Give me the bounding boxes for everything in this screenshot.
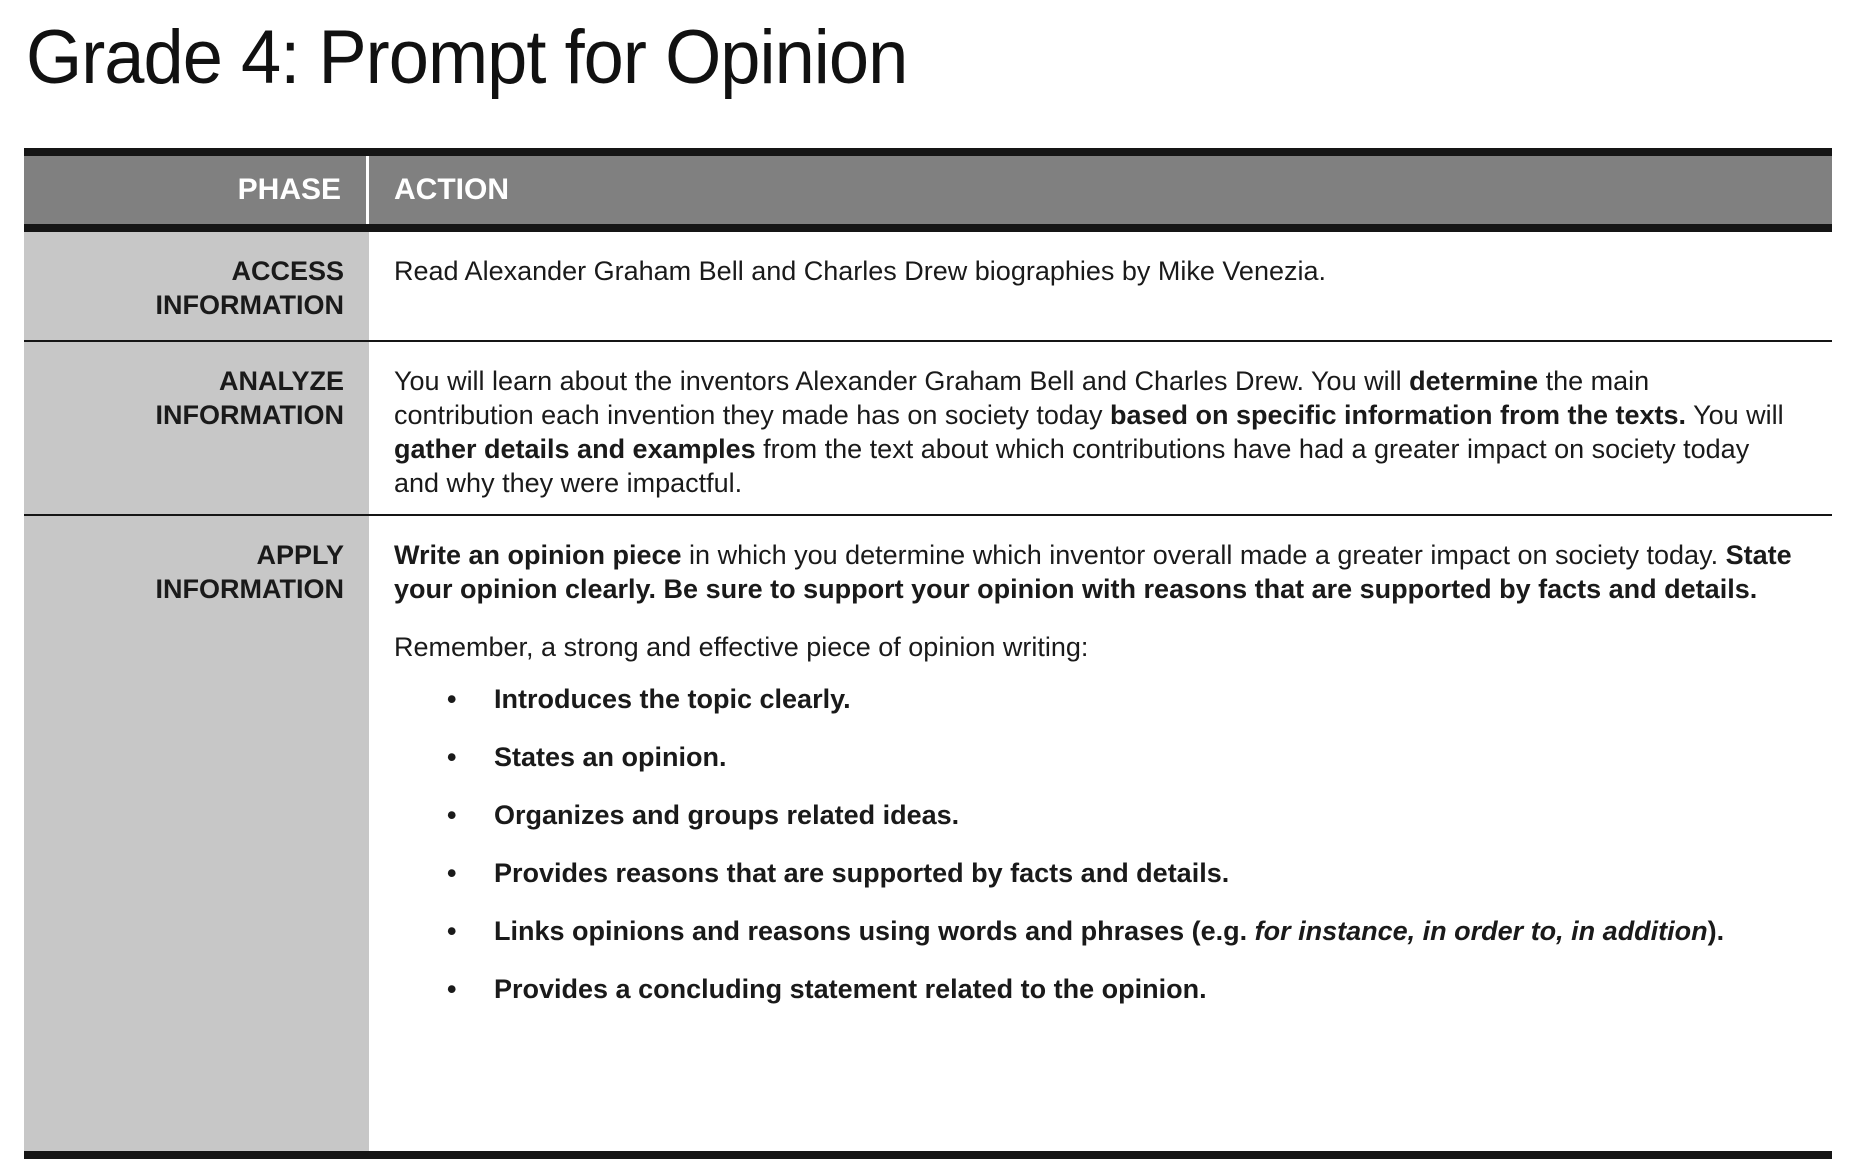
list-item <box>447 740 1792 774</box>
list-item <box>447 798 1792 832</box>
table-bottom-rule <box>24 1151 1832 1159</box>
table-row-analyze <box>24 342 1832 514</box>
table-top-rule <box>24 148 1832 156</box>
text-segment: You will learn about the inventors Alexander Graham Bell and Charles Drew. You will <box>394 366 1410 396</box>
phase-label-line1: ACCESS <box>231 256 344 286</box>
action-cell <box>369 232 1832 340</box>
table-row-access <box>24 232 1832 340</box>
header-phase: PHASE <box>24 156 369 224</box>
header-action: ACTION <box>394 173 509 206</box>
list-item-text: States an opinion. <box>494 742 727 772</box>
bullet-icon: • <box>447 800 457 830</box>
list-item-text: Provides reasons that are supported by facts and details. <box>494 858 1230 888</box>
criteria-list <box>394 682 1792 1006</box>
text-segment: from the text about which contributions have had a greater impact on society today and why they were impactful. <box>394 434 1750 498</box>
action-text: Read Alexander Graham Bell and Charles Drew biographies by Mike Venezia. <box>394 256 1327 286</box>
bullet-icon: • <box>447 742 457 772</box>
example-phrases: for instance, in order to, in addition <box>1254 916 1708 946</box>
list-item <box>447 972 1792 1006</box>
list-item-text: Provides a concluding statement related to the opinion. <box>494 974 1207 1004</box>
emphasis-segment: based on specific information from the texts. <box>1109 400 1687 430</box>
phase-label-line2: INFORMATION <box>155 400 344 430</box>
emphasis-segment: Write an opinion piece <box>394 540 682 570</box>
phase-cell <box>24 516 369 1151</box>
phase-label-line1: APPLY <box>256 540 344 570</box>
action-text <box>394 364 1792 500</box>
phase-label-line2: INFORMATION <box>155 290 344 320</box>
list-item <box>447 856 1792 890</box>
action-cell <box>369 516 1832 1151</box>
page-title: Grade 4: Prompt for Opinion <box>26 15 908 100</box>
list-item-text: Links opinions and reasons using words and phrases (e.g. <box>494 916 1255 946</box>
bullet-icon: • <box>447 684 457 714</box>
phase-label-line1: ANALYZE <box>218 366 344 396</box>
table-header-row <box>24 156 1832 224</box>
emphasis-segment: gather details and examples <box>394 434 756 464</box>
list-item <box>447 914 1792 948</box>
table-row-apply <box>24 516 1832 1151</box>
text-segment: in which you determine which inventor overall made a greater impact on society today. <box>681 540 1726 570</box>
emphasis-segment: State your opinion clearly. Be sure to support your opinion with reasons that are supported by facts and details. <box>394 540 1792 604</box>
phase-action-table <box>24 148 1832 1159</box>
list-item <box>447 682 1792 716</box>
bullet-icon: • <box>447 974 457 1004</box>
list-item-text: Organizes and groups related ideas. <box>494 800 960 830</box>
action-cell <box>369 342 1832 514</box>
list-item-text-end: ). <box>1707 916 1725 946</box>
phase-label-line2: INFORMATION <box>155 574 344 604</box>
emphasis-segment: determine <box>1409 366 1539 396</box>
phase-cell <box>24 342 369 514</box>
bullet-icon: • <box>447 916 457 946</box>
criteria-intro: Remember, a strong and effective piece of opinion writing: <box>394 632 1089 662</box>
action-text <box>394 538 1792 606</box>
phase-cell <box>24 232 369 340</box>
header-bottom-rule <box>24 224 1832 232</box>
text-segment: the main contribution each invention they made has on society today <box>394 366 1650 430</box>
bullet-icon: • <box>447 858 457 888</box>
list-item-text: Introduces the topic clearly. <box>494 684 851 714</box>
text-segment: You will <box>1686 400 1784 430</box>
